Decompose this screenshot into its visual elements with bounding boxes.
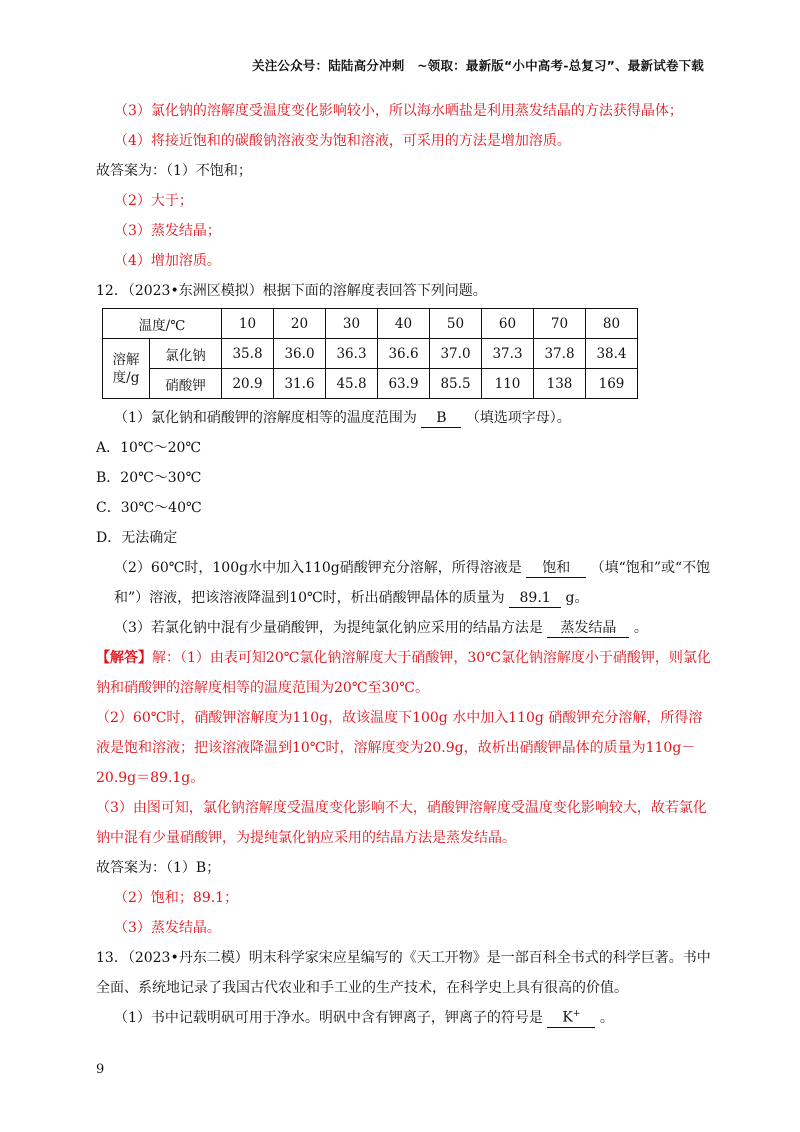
question-12-part-2: （2）60℃时，100g水中加入110g硝酸钾充分溶解，所得溶液是 饱和 （填“饱和”或“不饱和”）溶液，把该溶液降温到10℃时，析出硝酸钾晶体的质量为 89.1 g。: [114, 560, 711, 606]
solubility-table: [102, 308, 638, 399]
value-cell: 36.6: [378, 339, 430, 369]
answer-line: （3）蒸发结晶。: [114, 920, 221, 936]
question-13-stem: 13．（2023•丹东二模）明末科学家宋应星编写的《天工开物》是一部百科全书式的科学巨著。书中全面、系统地记录了我国古代农业和手工业的生产技术，在科学史上具有很高的价值。: [96, 950, 711, 996]
answer-intro: 故答案为：（1）B；: [96, 860, 221, 876]
table-row: [103, 339, 638, 369]
table-row: [103, 309, 638, 339]
answer-blank: 89.1: [509, 589, 561, 608]
prev-answer: （2）大于；: [114, 193, 193, 209]
temp-header: 温度/℃: [103, 309, 222, 339]
answer-blank: 饱和: [526, 559, 586, 578]
question-12-stem: 12．（2023•东洲区模拟）根据下面的溶解度表回答下列问题。: [96, 283, 487, 299]
question-13-part-1: （1）书中记载明矾可用于净水。明矾中含有钾离子，钾离子的符号是 K+ 。: [96, 1003, 714, 1033]
value-cell: 63.9: [378, 369, 430, 399]
page-number: 9: [96, 1062, 105, 1077]
value-cell: 37.3: [482, 339, 534, 369]
substance-name: 氯化钠: [150, 339, 222, 369]
answer-blank: 蒸发结晶: [547, 619, 629, 638]
substance-name: 硝酸钾: [150, 369, 222, 399]
value-cell: 20.9: [222, 369, 274, 399]
solubility-group-label: 溶解度/g: [103, 339, 150, 399]
value-cell: 110: [482, 369, 534, 399]
option-d: D．无法确定: [96, 530, 178, 546]
value-cell: 38.4: [586, 339, 638, 369]
value-cell: 36.3: [326, 339, 378, 369]
prev-solution-4: （4）将接近饱和的碳酸钠溶液变为饱和溶液，可采用的方法是增加溶质。: [114, 133, 571, 149]
solution-tag: 【解答】: [96, 650, 152, 666]
temp-cell: 70: [534, 309, 586, 339]
value-cell: 45.8: [326, 369, 378, 399]
value-cell: 36.0: [274, 339, 326, 369]
solution-1: 【解答】解：（1）由表可知20℃氯化钠溶解度大于硝酸钾，30℃氯化钠溶解度小于硝酸钾，则氯化钠和硝酸钾的溶解度相等的温度范围为20℃至30℃。: [96, 650, 711, 696]
table-row: [103, 369, 638, 399]
answer-blank: K+: [547, 1005, 595, 1028]
question-12-part-1: （1）氯化钠和硝酸钾的溶解度相等的温度范围为 B （填选项字母）。: [114, 410, 571, 426]
value-cell: 169: [586, 369, 638, 399]
temp-cell: 80: [586, 309, 638, 339]
temp-cell: 30: [326, 309, 378, 339]
option-c: C．30℃～40℃: [96, 500, 202, 516]
temp-cell: 40: [378, 309, 430, 339]
prev-answer: （4）增加溶质。: [114, 253, 221, 269]
prev-solution-3: （3）氯化钠的溶解度受温度变化影响较小，所以海水晒盐是利用蒸发结晶的方法获得晶体；: [114, 103, 683, 119]
value-cell: 138: [534, 369, 586, 399]
value-cell: 37.8: [534, 339, 586, 369]
solution-2: （2）60℃时，硝酸钾溶解度为110g，故该温度下100g 水中加入110g 硝酸钾充分溶解，所得溶液是饱和溶液；把该溶液降温到10℃时，溶解度变为20.9g，故析出硝酸钾晶体的质量为110g－20.9g＝89.1g。: [96, 710, 703, 786]
document-body: [96, 96, 714, 1033]
temp-cell: 50: [430, 309, 482, 339]
option-a: A．10℃～20℃: [96, 440, 202, 456]
temp-cell: 60: [482, 309, 534, 339]
solution-3: （3）由图可知，氯化钠溶解度受温度变化影响不大，硝酸钾溶解度受温度变化影响较大，故若氯化钠中混有少量硝酸钾，为提纯氯化钠应采用的结晶方法是蒸发结晶。: [96, 800, 707, 846]
value-cell: 37.0: [430, 339, 482, 369]
page-header: 关注公众号：陆陆高分冲刺 ~领取：最新版“小中高考-总复习”、最新试卷下载: [252, 58, 704, 73]
question-12-part-3: （3）若氯化钠中混有少量硝酸钾，为提纯氯化钠应采用的结晶方法是 蒸发结晶 。: [114, 620, 648, 636]
prev-answer-intro: 故答案为：（1）不饱和；: [96, 163, 252, 179]
value-cell: 85.5: [430, 369, 482, 399]
temp-cell: 10: [222, 309, 274, 339]
value-cell: 31.6: [274, 369, 326, 399]
prev-answer: （3）蒸发结晶；: [114, 223, 221, 239]
answer-blank: B: [421, 409, 461, 428]
temp-cell: 20: [274, 309, 326, 339]
value-cell: 35.8: [222, 339, 274, 369]
answer-line: （2）饱和；89.1；: [114, 890, 239, 906]
option-b: B．20℃～30℃: [96, 470, 202, 486]
